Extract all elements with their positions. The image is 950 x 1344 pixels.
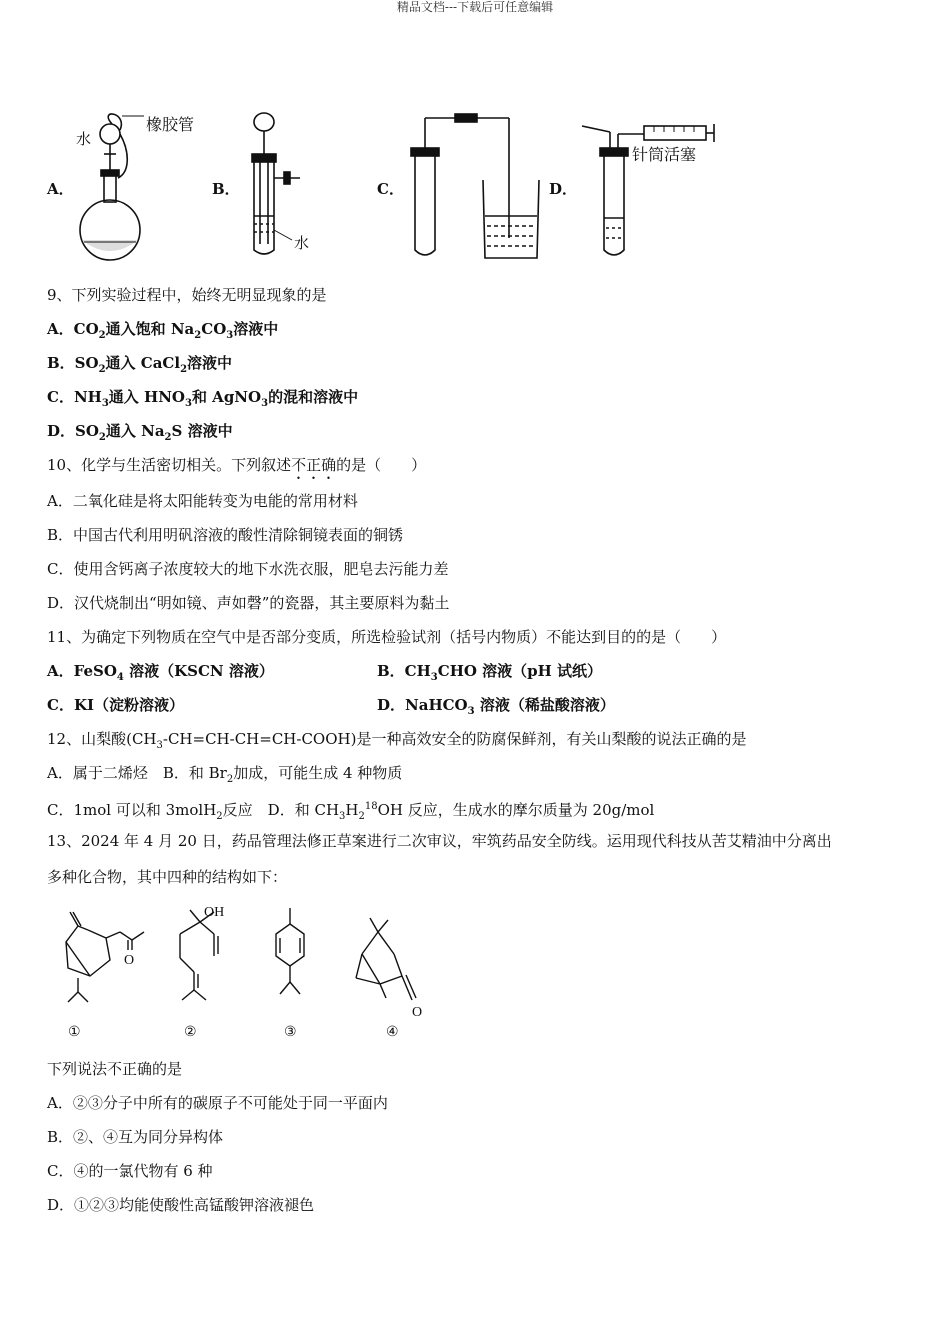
q9-option-b: B．$SO_2$通入 CaCl$_2$溶液中 xyxy=(47,354,233,375)
q10-option-b: B．中国古代利用明矾溶液的酸性清除铜镜表面的铜锈 xyxy=(47,526,404,544)
rubber-tube-label: 橡胶管 xyxy=(146,117,195,134)
molecule-label-3: ③ xyxy=(284,1025,297,1040)
water-label-b: 水 xyxy=(294,235,310,252)
q13-option-a: A．②③分子中所有的碳原子不可能处于同一平面内 xyxy=(47,1094,388,1112)
q11-option-a: A．FeSO$_4$ 溶液（KSCN 溶液） xyxy=(47,662,274,683)
molecule-label-2: ② xyxy=(184,1025,197,1040)
figure-label-d: D． xyxy=(549,180,578,198)
q13-option-b: B．②、④互为同分异构体 xyxy=(47,1128,224,1146)
q13-option-c: C．④的一氯代物有 6 种 xyxy=(47,1162,213,1180)
q12-stem: 12、山梨酸$(CH_3-CH=CH-CH=CH-COOH)$是一种高效安全的防腐保鲜剂，有关山梨酸的说法正确的是 xyxy=(47,730,747,751)
q13-option-d: D．①②③均能使酸性高锰酸钾溶液褪色 xyxy=(47,1196,315,1214)
q11-stem: 11、为确定下列物质在空气中是否部分变质，所选检验试剂（括号内物质）不能达到目的的是（ ） xyxy=(47,628,727,646)
q13-stem-line2: 多种化合物，其中四种的结构如下： xyxy=(47,868,288,886)
figure-label-c: C． xyxy=(377,180,404,198)
q11-option-c: C．KI（淀粉溶液） xyxy=(47,696,184,714)
water-label-a: 水 xyxy=(76,131,92,148)
hydroxyl-label: OH xyxy=(204,905,225,920)
emphasis-not-correct: 不正确 xyxy=(291,456,337,474)
q13-ask: 下列说法不正确的是 xyxy=(47,1060,183,1078)
page-header: 精品文档---下载后可任意编辑 xyxy=(396,0,554,14)
carbonyl-o-label-1: O xyxy=(124,953,135,968)
carbonyl-o-label-4: O xyxy=(412,1005,423,1020)
q11-option-b: B．$CH_3CHO$ 溶液（pH 试纸） xyxy=(377,662,603,683)
q12-options-cd: C．1mol 可以和 3molH$_2$反应 D．和 $CH_3H_2^{18}OH$ 反应，生成水的摩尔质量为 20g/mol xyxy=(47,801,655,822)
apparatus-b-tube-funnel xyxy=(240,112,350,262)
q10-option-d: D．汉代烧制出“明如镜、声如磬”的瓷器，其主要原料为黏土 xyxy=(47,594,450,612)
q9-stem: 9、下列实验过程中，始终无明显现象的是 xyxy=(47,286,327,304)
q10-stem: 10、化学与生活密切相关。下列叙述不正确的是（ ） xyxy=(47,456,427,474)
molecule-label-4: ④ xyxy=(386,1025,399,1040)
molecule-label-1: ① xyxy=(68,1025,81,1040)
q10-option-a: A．二氧化硅是将太阳能转变为电能的常用材料 xyxy=(47,492,358,510)
figure-label-b: B． xyxy=(212,180,240,198)
q13-stem-line1: 13、2024 年 4 月 20 日，药品管理法修正草案进行二次审议，牢筑药品安全防线。运用现代科技从苦艾精油中分离出 xyxy=(47,832,832,850)
q10-option-c: C．使用含钙离子浓度较大的地下水洗衣服，肥皂去污能力差 xyxy=(47,560,449,578)
q12-options-ab: A．属于二烯烃 B．和 $Br_2$加成，可能生成 4 种物质 xyxy=(47,764,403,785)
syringe-plunger-label: 针筒活塞 xyxy=(632,147,697,164)
figure-label-a: A． xyxy=(47,180,74,198)
q9-option-c: C．$NH_3$通入 $HNO_3$和 AgNO$_3$的混和溶液中 xyxy=(47,388,359,409)
q11-option-d: D．NaHCO$_3$ 溶液（稀盐酸溶液） xyxy=(377,696,615,717)
apparatus-a-flask-funnel xyxy=(68,112,218,262)
apparatus-d-syringe xyxy=(580,112,720,262)
molecule-structures xyxy=(40,898,460,1043)
q9-option-a: A．$CO_2$通入饱和 $Na_2CO_3$溶液中 xyxy=(47,320,279,341)
q9-option-d: D．$SO_2$通入 $Na_2S$ 溶液中 xyxy=(47,422,233,443)
apparatus-figures xyxy=(0,112,950,262)
apparatus-c-tube-beaker xyxy=(405,112,545,262)
